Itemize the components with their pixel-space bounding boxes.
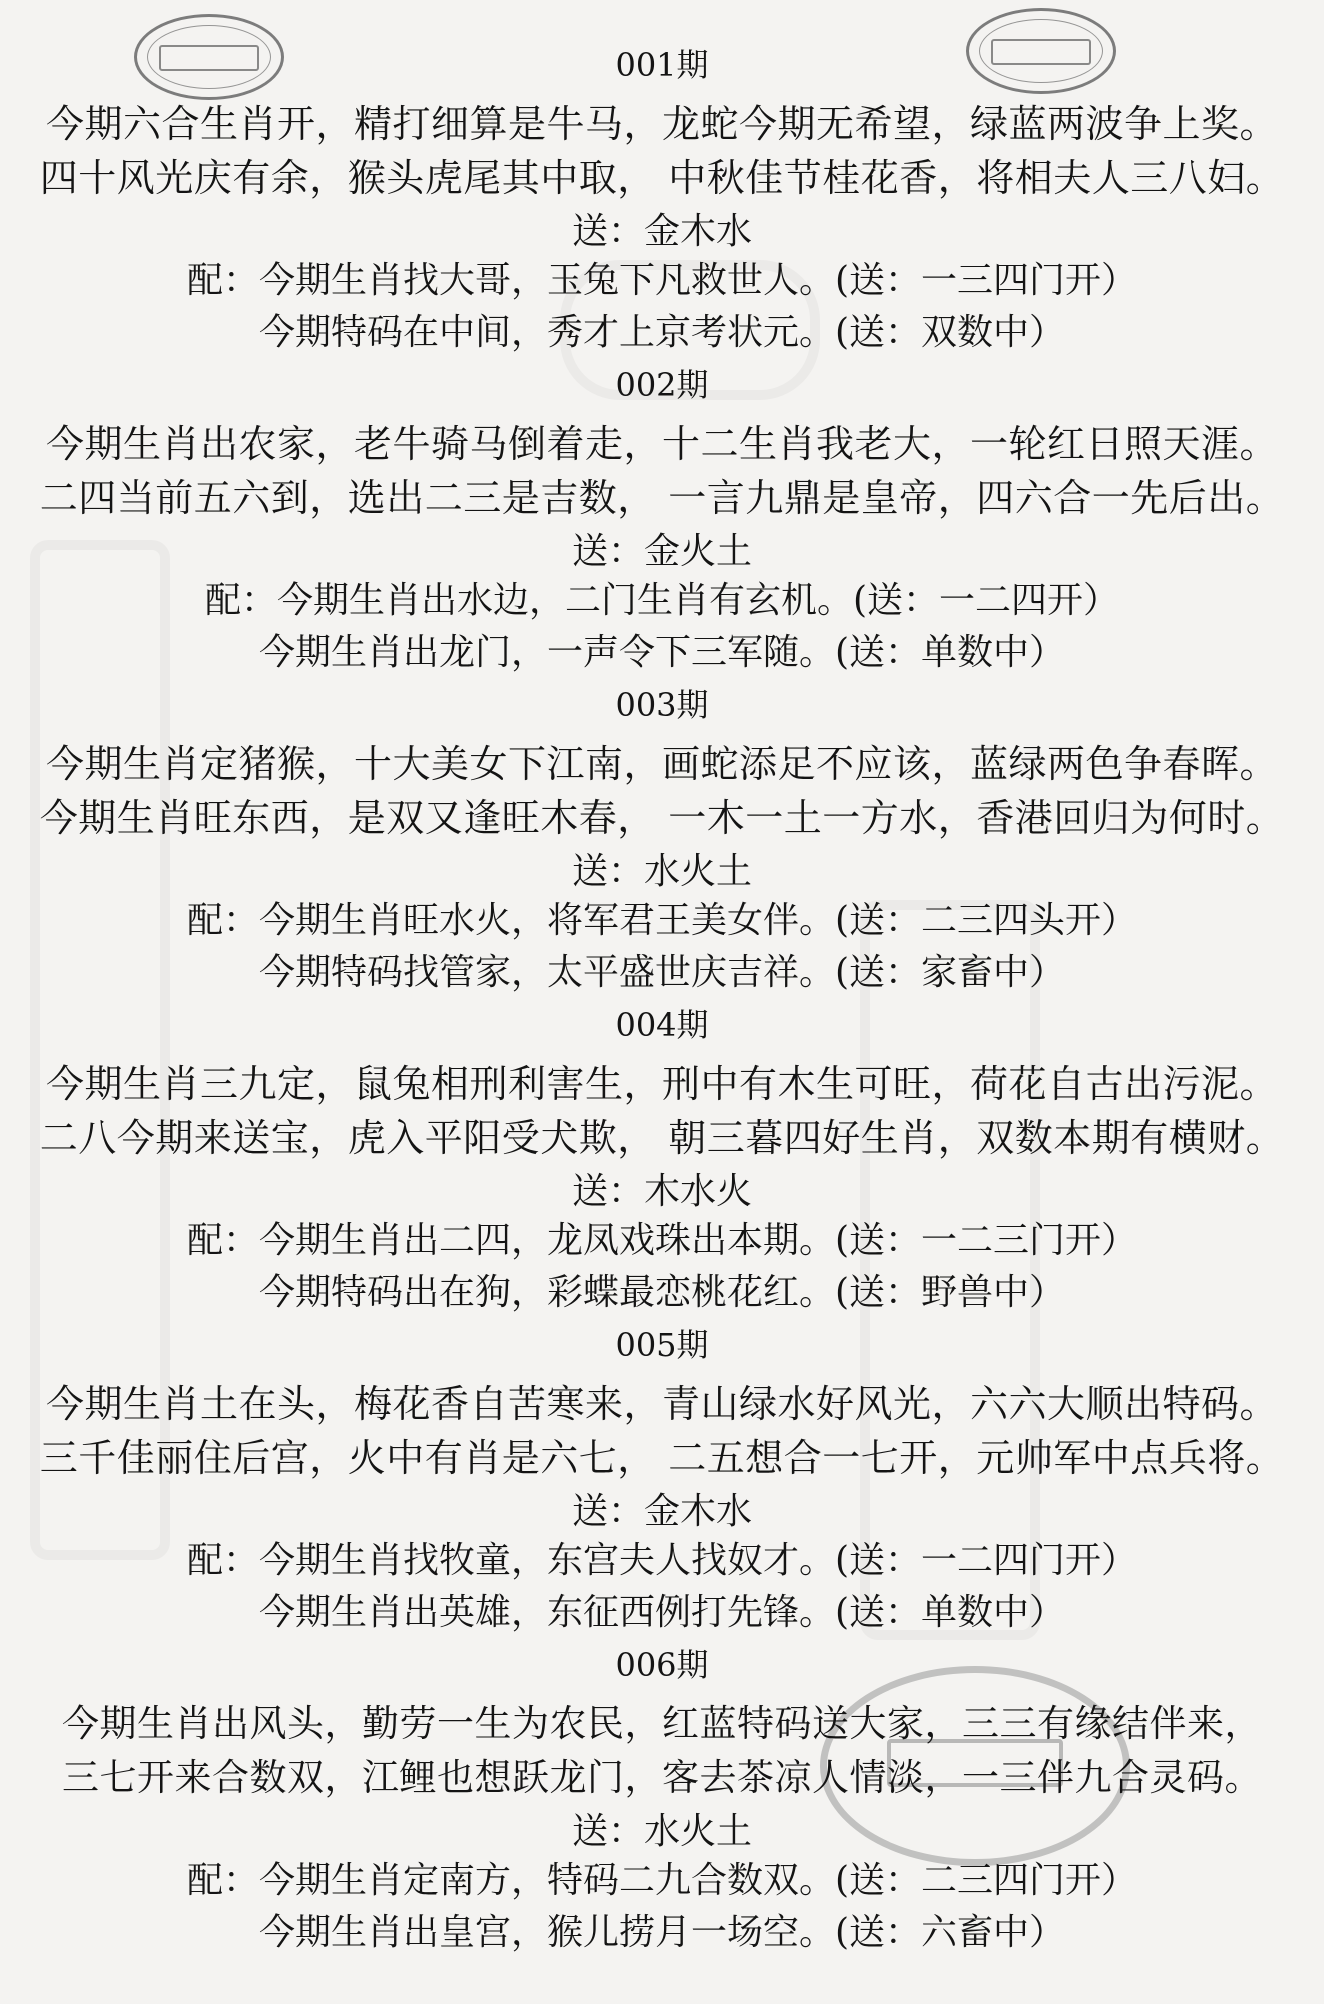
pairing-line-2: 今期生肖出皇宫，猴儿捞月一场空。(送：六畜中） xyxy=(258,1912,1066,1953)
issue-block xyxy=(0,1000,1324,1320)
issues-list xyxy=(0,40,1324,1960)
gift-line: 送：水火土 xyxy=(571,1811,752,1852)
pairing-line-2: 今期生肖出龙门，一声令下三军随。(送：单数中） xyxy=(258,632,1066,673)
verse-line-1: 今期生肖土在头，梅花香自苦寒来，青山绿水好风光，六六大顺出特码。 xyxy=(45,1382,1278,1426)
verse-line-2: 三千佳丽住后宫，火中有肖是六七， 二五想合一七开，元帅军中点兵将。 xyxy=(39,1436,1285,1480)
verse-line-1: 今期生肖定猪猴，十大美女下江南，画蛇添足不应该，蓝绿两色争春晖。 xyxy=(45,742,1278,786)
verse-line-2: 二四当前五六到，选出二三是吉数， 一言九鼎是皇帝，四六合一先后出。 xyxy=(39,476,1285,520)
gift-line: 送：金木水 xyxy=(571,211,752,252)
pairing-line-1: 配：今期生肖出水边，二门生肖有玄机。(送：一二四开） xyxy=(204,580,1120,621)
gift-line: 送：金火土 xyxy=(571,531,752,572)
issue-block xyxy=(0,1640,1324,1960)
issue-title: 005期 xyxy=(615,1326,709,1364)
pairing-line-2: 今期特码找管家，太平盛世庆吉祥。(送：家畜中） xyxy=(258,952,1066,993)
issue-block xyxy=(0,360,1324,680)
issue-block xyxy=(0,1320,1324,1640)
issue-title: 001期 xyxy=(615,46,709,84)
verse-line-1: 今期生肖出风头，勤劳一生为农民，红蓝特码送大家，三三有缘结伴来， xyxy=(62,1702,1262,1745)
issue-block xyxy=(0,680,1324,1000)
issue-block xyxy=(0,40,1324,360)
pairing-line-2: 今期生肖出英雄，东征西例打先锋。(送：单数中） xyxy=(258,1592,1066,1633)
verse-line-1: 今期生肖出农家，老牛骑马倒着走，十二生肖我老大，一轮红日照天涯。 xyxy=(45,422,1278,466)
pairing-line-1: 配：今期生肖出二四，龙凤戏珠出本期。(送：一二三门开） xyxy=(186,1220,1138,1261)
verse-line-1: 今期六合生肖开，精打细算是牛马，龙蛇今期无希望，绿蓝两波争上奖。 xyxy=(45,102,1278,146)
verse-line-2: 二八今期来送宝，虎入平阳受犬欺， 朝三暮四好生肖，双数本期有横财。 xyxy=(39,1116,1285,1160)
verse-line-2: 今期生肖旺东西，是双又逢旺木春， 一木一土一方水，香港回归为何时。 xyxy=(39,796,1285,840)
pairing-line-1: 配：今期生肖旺水火，将军君王美女伴。(送：二三四头开） xyxy=(186,900,1138,941)
verse-line-2: 三七开来合数双，江鲤也想跃龙门，客去茶凉人情淡，一三伴九合灵码。 xyxy=(62,1756,1262,1799)
verse-line-1: 今期生肖三九定，鼠兔相刑利害生，刑中有木生可旺，荷花自古出污泥。 xyxy=(45,1062,1278,1106)
gift-line: 送：水火土 xyxy=(571,851,752,892)
pairing-line-1: 配：今期生肖找牧童，东宫夫人找奴才。(送：一二四门开） xyxy=(186,1540,1138,1581)
pairing-line-2: 今期特码在中间，秀才上京考状元。(送：双数中） xyxy=(258,312,1066,353)
pairing-line-1: 配：今期生肖找大哥，玉兔下凡救世人。(送：一三四门开） xyxy=(186,260,1138,301)
issue-title: 006期 xyxy=(615,1646,709,1684)
verse-line-2: 四十风光庆有余，猴头虎尾其中取， 中秋佳节桂花香，将相夫人三八妇。 xyxy=(39,156,1285,200)
issue-title: 002期 xyxy=(615,366,709,404)
issue-title: 003期 xyxy=(615,686,709,724)
issue-title: 004期 xyxy=(615,1006,709,1044)
pairing-line-2: 今期特码出在狗，彩蝶最恋桃花红。(送：野兽中） xyxy=(258,1272,1066,1313)
pairing-line-1: 配：今期生肖定南方，特码二九合数双。(送：二三四门开） xyxy=(186,1860,1138,1901)
gift-line: 送：木水火 xyxy=(571,1171,752,1212)
gift-line: 送：金木水 xyxy=(571,1491,752,1532)
